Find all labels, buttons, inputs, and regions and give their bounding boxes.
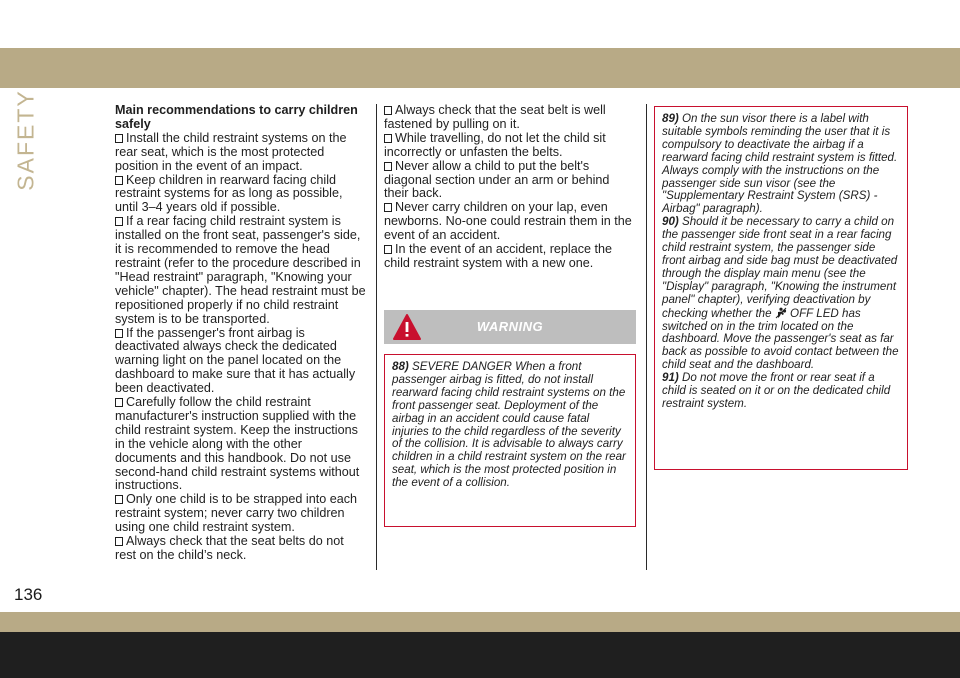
warning-note-88	[384, 354, 636, 527]
checkbox-bullet-icon	[384, 245, 392, 254]
column-divider	[376, 104, 377, 570]
airbag-off-icon	[775, 307, 787, 319]
list-item: Always check that the seat belts do not rest on the child’s neck.	[115, 534, 344, 562]
checkbox-bullet-icon	[115, 134, 123, 143]
note-number: 90)	[662, 215, 679, 229]
checkbox-bullet-icon	[115, 537, 123, 546]
list-item: If the passenger's front airbag is deactivated always check the dedicated warning light on the panel located on the dashboard to make sure that it has actually been deactivated.	[115, 325, 356, 396]
list-item: Always check that the seat belt is well fastened by pulling on it.	[384, 103, 606, 131]
note-text: SEVERE DANGER When a front passenger airbag is fitted, do not install rearward facing child restraint systems on the front passenger seat. Deployment of the airbag in an accident could cause fatal injuries to the child regardless of the severity of the collision. It is advisable to always carry children in a child restraint system on the rear seat, which is the most protected position in the event of a collision.	[392, 360, 626, 490]
checkbox-bullet-icon	[115, 495, 123, 504]
list-item: Never allow a child to put the belt's diagonal section under an arm or behind their back.	[384, 158, 610, 201]
column-left	[115, 104, 367, 563]
list-item: Never carry children on your lap, even newborns. No-one could restrain them in the event of an accident.	[384, 200, 632, 243]
note-text: Should it be necessary to carry a child on the passenger side front seat in a rear facing child restraint system, the passenger side front airbag and side bag must be deactivated through the display main menu (see the "Display" paragraph, "Knowing the instrument panel" chapter), verifying deactivation by checking whether the	[662, 215, 898, 320]
list-item: Install the child restraint systems on the rear seat, which is the most protected position in the event of an impact.	[115, 130, 347, 173]
checkbox-bullet-icon	[115, 217, 123, 226]
bottom-footer-bar	[0, 632, 960, 678]
note-number: 88)	[392, 360, 409, 373]
note-number: 89)	[662, 112, 679, 125]
note-text: Do not move the front or rear seat if a child is seated on it or on the dedicated child restraint system.	[662, 371, 891, 410]
checkbox-bullet-icon	[115, 329, 123, 338]
list-item: While travelling, do not let the child sit incorrectly or unfasten the belts.	[384, 130, 606, 159]
list-item: Only one child is to be strapped into each restraint system; never carry two children using one child restraint system.	[115, 492, 358, 535]
checkbox-bullet-icon	[384, 203, 392, 212]
column-divider	[646, 104, 647, 570]
note-text: OFF LED has switched on in the trim located on the dashboard. Move the passenger's seat as far back as possible to avoid contact between the child seat and the dashboard.	[662, 306, 899, 372]
section-label-text: SAFETY	[12, 89, 39, 191]
warning-notes-89-91	[654, 106, 908, 470]
note-text: On the sun visor there is a label with suitable symbols reminding the user that it is compulsory to deactivate the airbag if a rearward facing child restraint system is fitted. Always comply with the instructions on the passenger side sun visor (see the "Supplementary Restraint System (SRS) - Airbag" paragraph).	[662, 112, 898, 216]
note-91	[662, 372, 900, 411]
column-middle	[384, 104, 636, 271]
list-item: Keep children in rearward facing child restraint systems for as long as possible, until 3–4 years old if possible.	[115, 172, 343, 215]
checkbox-bullet-icon	[115, 398, 123, 407]
note-number: 91)	[662, 371, 679, 385]
bottom-band	[0, 612, 960, 632]
section-heading: Main recommendations to carry children safely	[115, 103, 358, 131]
warning-title: WARNING	[476, 319, 544, 334]
warning-header	[384, 310, 636, 344]
checkbox-bullet-icon	[384, 162, 392, 171]
note-90	[662, 216, 900, 372]
top-band	[0, 48, 960, 88]
checkbox-bullet-icon	[115, 176, 123, 185]
list-item: In the event of an accident, replace the child restraint system with a new one.	[384, 242, 613, 270]
checkbox-bullet-icon	[384, 134, 392, 143]
list-item: Carefully follow the child restraint manufacturer's instruction supplied with the child restraint system. Keep the instructions in the vehicle along with the other documents and this handbook. Do not use second-hand child restraint systems without instructions.	[115, 395, 360, 493]
note-89	[662, 113, 900, 216]
checkbox-bullet-icon	[384, 106, 392, 115]
page-number: 136	[14, 585, 43, 604]
list-item: If a rear facing child restraint system is installed on the front seat, passenger's side, it is recommended to remove the head restraint (refer to the procedure described in "Head restraint" paragraph, "Knowing your vehicle" chapter). The head restraint must be repositioned properly if no child restraint system is to be transported.	[115, 214, 366, 326]
section-side-label	[6, 90, 46, 190]
